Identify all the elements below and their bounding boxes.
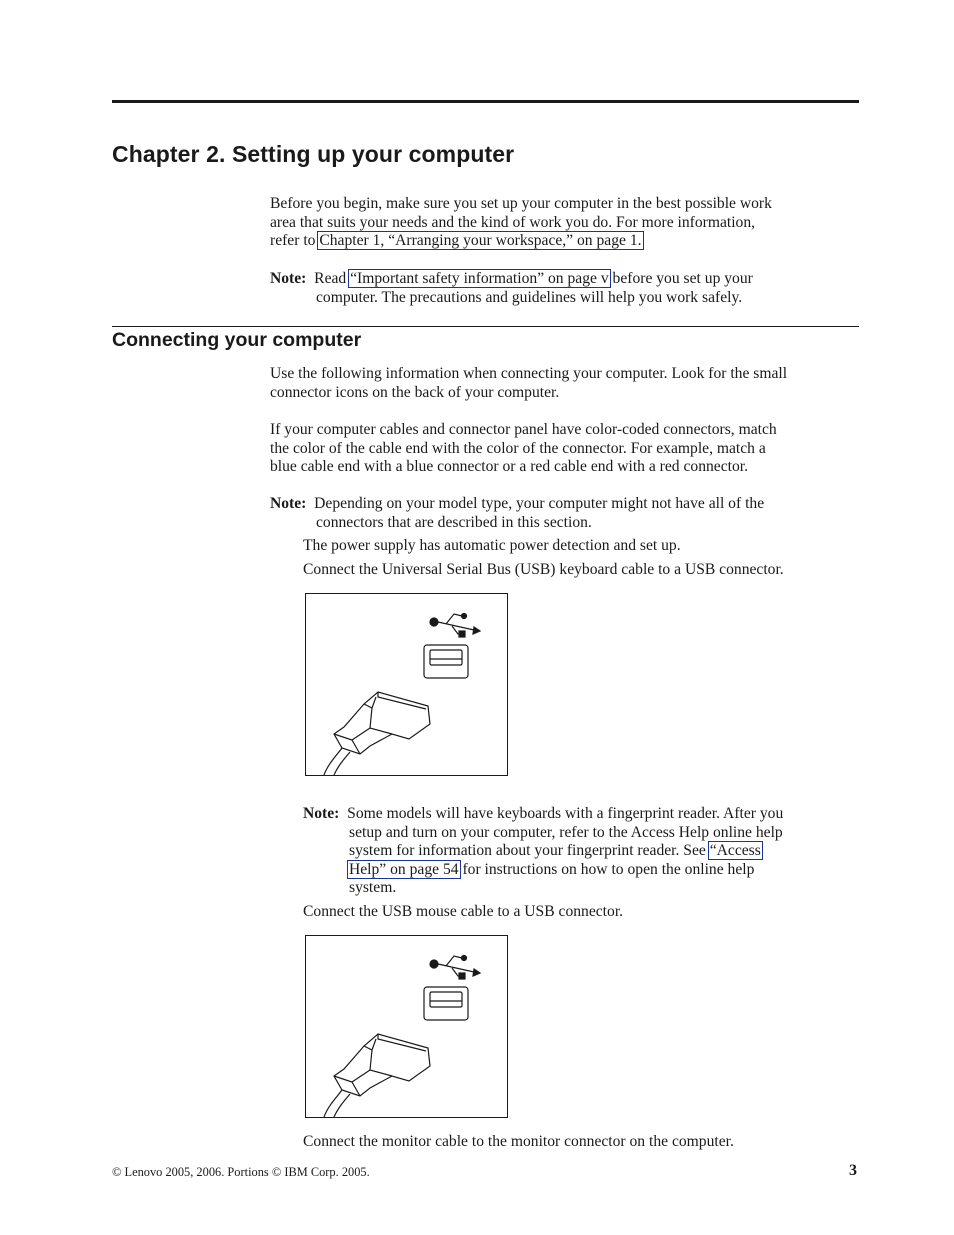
step-power-supply: The power supply has automatic power detection and set up. (303, 537, 681, 554)
usb-port-shape (424, 645, 468, 678)
note-line (303, 861, 863, 880)
note-label: Note: (270, 270, 307, 287)
paragraph-line: Use the following information when connecting your computer. Look for the small (270, 365, 788, 382)
usb-port-shape (424, 987, 468, 1020)
access-help-link-continued[interactable]: Help” on page 54 (349, 860, 459, 878)
note-line (270, 495, 860, 514)
note-line (303, 842, 863, 861)
section-rule (112, 326, 859, 327)
intro-paragraph (270, 195, 860, 251)
usb-icon (430, 956, 480, 980)
usb-cable-illustration (306, 594, 507, 775)
note-line (303, 805, 863, 824)
note-fingerprint-reader (303, 805, 863, 898)
intro-line: Before you begin, make sure you set up your computer in the best possible work (270, 195, 772, 212)
chapter-title: Chapter 2. Setting up your computer (112, 141, 515, 167)
note-label: Note: (303, 805, 340, 822)
paragraph-line: blue cable end with a blue connector or a red cable end with a red connector. (270, 458, 748, 476)
paragraph-line: connector icons on the back of your computer. (270, 383, 560, 401)
chapter-top-rule (112, 100, 859, 103)
note-safety (270, 270, 860, 307)
note-line: computer. The precautions and guidelines will help you work safely. (316, 288, 743, 306)
note-text: Some models will have keyboards with a fingerprint reader. After you (347, 805, 784, 822)
step-monitor: Connect the monitor cable to the monitor connector on the computer. (303, 1133, 734, 1150)
paragraph-line: the color of the cable end with the color of the connector. For example, match a (270, 439, 766, 457)
usb-mouse-connector-figure (305, 935, 508, 1118)
usb-keyboard-connector-figure (305, 593, 508, 776)
usb-cable-illustration (306, 936, 507, 1117)
note-line: system. (349, 879, 397, 897)
paragraph-line: If your computer cables and connector panel have color-coded connectors, match (270, 421, 777, 438)
usb-plug-shape (324, 1034, 430, 1117)
intro-line (270, 232, 860, 251)
chapter1-link[interactable]: Chapter 1, “Arranging your workspace,” on page 1. (319, 232, 642, 250)
note-model-type (270, 495, 860, 532)
note-label: Note: (270, 495, 307, 512)
note-text: Depending on your model type, your computer might not have all of the (314, 495, 765, 512)
note-line: connectors that are described in this section. (316, 513, 592, 531)
note-text: system for information about your fingerprint reader. See (349, 842, 710, 860)
access-help-link[interactable]: “Access (709, 842, 761, 860)
usb-plug-shape (324, 692, 430, 775)
step-keyboard: Connect the Universal Serial Bus (USB) keyboard cable to a USB connector. (303, 561, 784, 578)
color-coded-paragraph (270, 421, 860, 477)
safety-information-link[interactable]: “Important safety information” on page v (350, 270, 609, 287)
note-text: Read (314, 270, 351, 287)
footer-copyright: © Lenovo 2005, 2006. Portions © IBM Corp. 2005. (112, 1165, 370, 1179)
page-number: 3 (849, 1162, 857, 1179)
note-text: before you set up your (608, 270, 753, 287)
intro-line: area that suits your needs and the kind of work you do. For more information, (270, 213, 756, 231)
intro-text: refer to (270, 232, 320, 250)
usb-icon (430, 614, 480, 638)
step-mouse: Connect the USB mouse cable to a USB connector. (303, 903, 624, 920)
section-title: Connecting your computer (112, 329, 362, 351)
note-line (270, 270, 860, 289)
note-line: setup and turn on your computer, refer to the Access Help online help (349, 823, 783, 841)
note-text: for instructions on how to open the online help (458, 860, 755, 878)
connecting-intro-paragraph (270, 365, 860, 402)
